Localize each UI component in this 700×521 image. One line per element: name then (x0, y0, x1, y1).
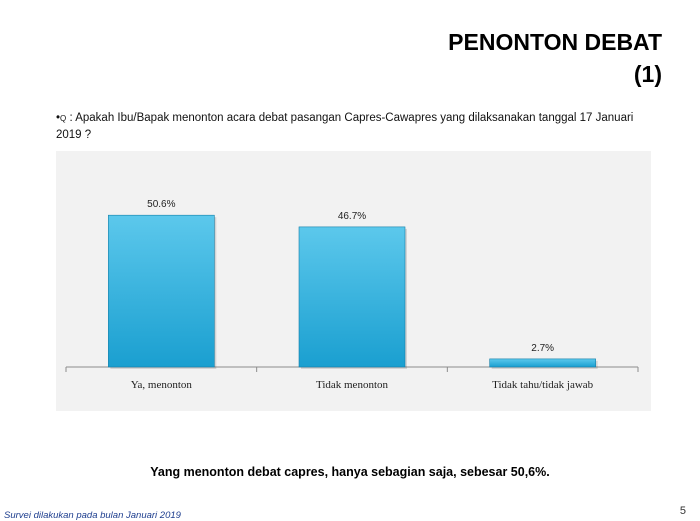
slide-title (448, 26, 662, 90)
category-label: Tidak menonton (315, 379, 389, 391)
bar-value-label: 50.6% (147, 199, 176, 211)
footer-note: Survei dilakukan pada bulan Januari 2019 (4, 510, 181, 521)
question-text: : Apakah Ibu/Bapak menonton acara debat pasangan Capres-Cawapres yang dilaksanakan tanggal 17 Januari 2019 ? (56, 112, 634, 141)
bar-chart (56, 151, 651, 411)
survey-question (56, 110, 656, 144)
category-label: Ya, menonton (130, 379, 192, 391)
conclusion-text: Yang menonton debat capres, hanya sebagian saja, sebesar 50,6%. (150, 465, 550, 479)
page-number: 5 (679, 505, 686, 517)
bar-value-label: 2.7% (531, 342, 555, 354)
bar-1 (108, 215, 214, 367)
bar-3 (490, 359, 596, 367)
slide-title-line-2: (1) (633, 61, 662, 87)
bullet-icon: • (56, 112, 61, 124)
bar-chart-panel (56, 151, 651, 411)
slide-title-line-1: PENONTON DEBAT (448, 29, 662, 55)
bar-2 (299, 227, 405, 367)
bar-value-label: 46.7% (337, 210, 367, 222)
question-prefix: Q (60, 114, 67, 123)
category-label: Tidak tahu/tidak jawab (492, 379, 594, 391)
